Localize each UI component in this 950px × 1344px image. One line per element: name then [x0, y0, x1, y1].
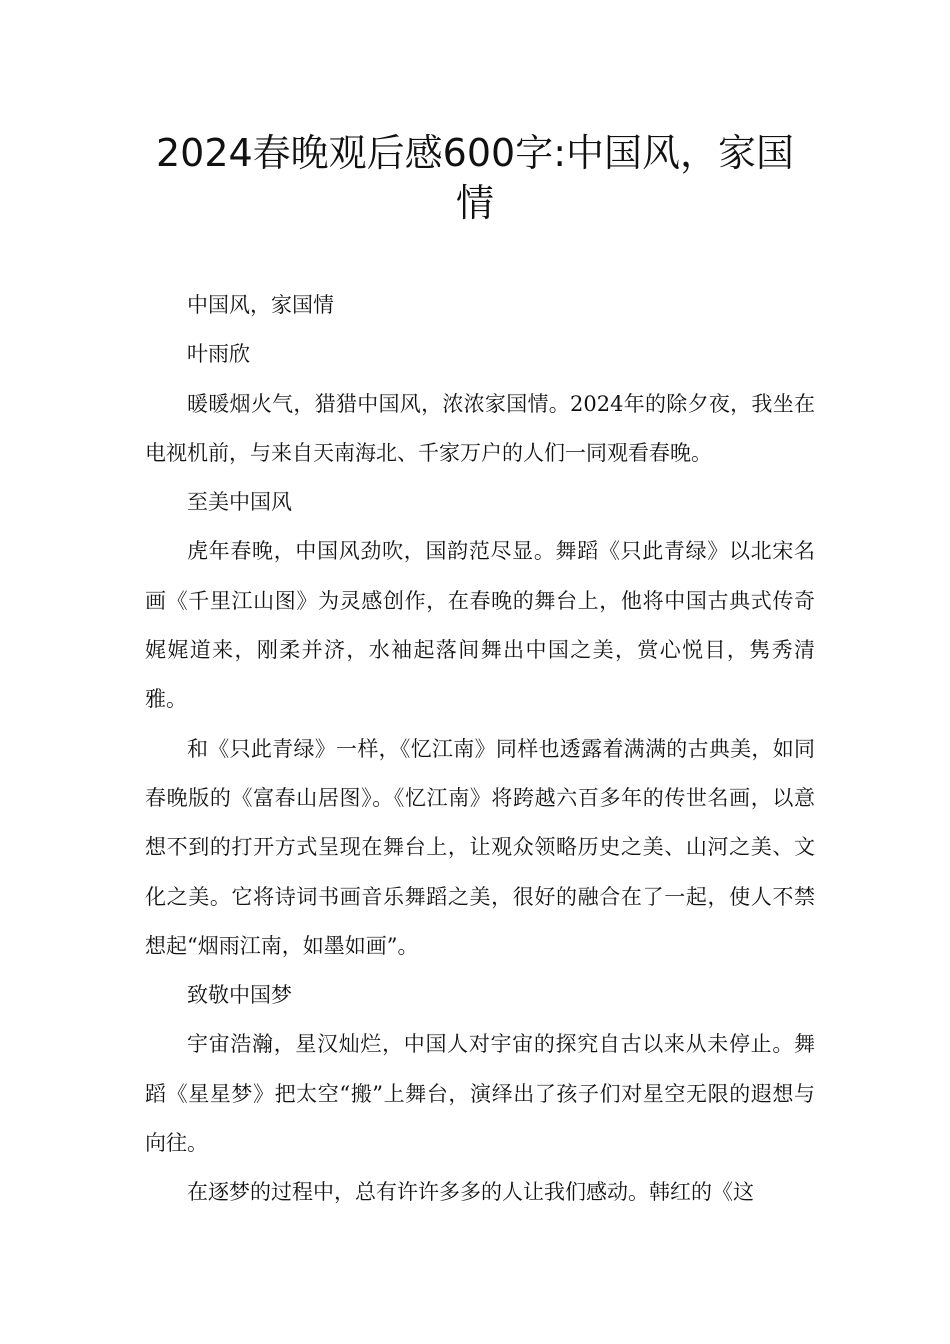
- body-paragraph: 宇宙浩瀚，星汉灿烂，中国人对宇宙的探究自古以来从未停止。舞蹈《星星梦》把太空“搬”上舞台，演绎出了孩子们对星空无限的遐想与向往。: [145, 1032, 815, 1156]
- body-paragraph: 暖暖烟火气，猎猎中国风，浓浓家国情。2024年的除夕夜，我坐在电视机前，与来自天南海北、千家万户的人们一同观看春晚。: [145, 391, 815, 465]
- section-heading: 致敬中国梦: [187, 983, 292, 1008]
- section-heading: 中国风，家国情: [187, 293, 334, 317]
- document-body: [145, 281, 815, 1218]
- section-heading: 至美中国风: [187, 490, 292, 515]
- author-name: 叶雨欣: [187, 342, 250, 367]
- body-paragraph: 在逐梦的过程中，总有许许多多的人让我们感动。韩红的《这: [187, 1180, 754, 1205]
- body-paragraph: 和《只此青绿》一样，《忆江南》同样也透露着满满的古典美，如同春晚版的《富春山居图》。《忆江南》将跨越六百多年的传世名画，以意想不到的打开方式呈现在舞台上，让观众领略历史之美、山河之美、文化之美。它将诗词书画音乐舞蹈之美，很好的融合在了一起，使人不禁想起“烟雨江南，如墨如画”。: [145, 736, 815, 958]
- body-paragraph: 虎年春晚，中国风劲吹，国韵范尽显。舞蹈《只此青绿》以北宋名画《千里江山图》为灵感创作，在春晚的舞台上，他将中国古典式传奇娓娓道来，刚柔并济，水袖起落间舞出中国之美，赏心悦目，隽秀清雅。: [145, 539, 815, 712]
- document-title: 2024春晚观后感600字:中国风，家国情: [155, 131, 795, 225]
